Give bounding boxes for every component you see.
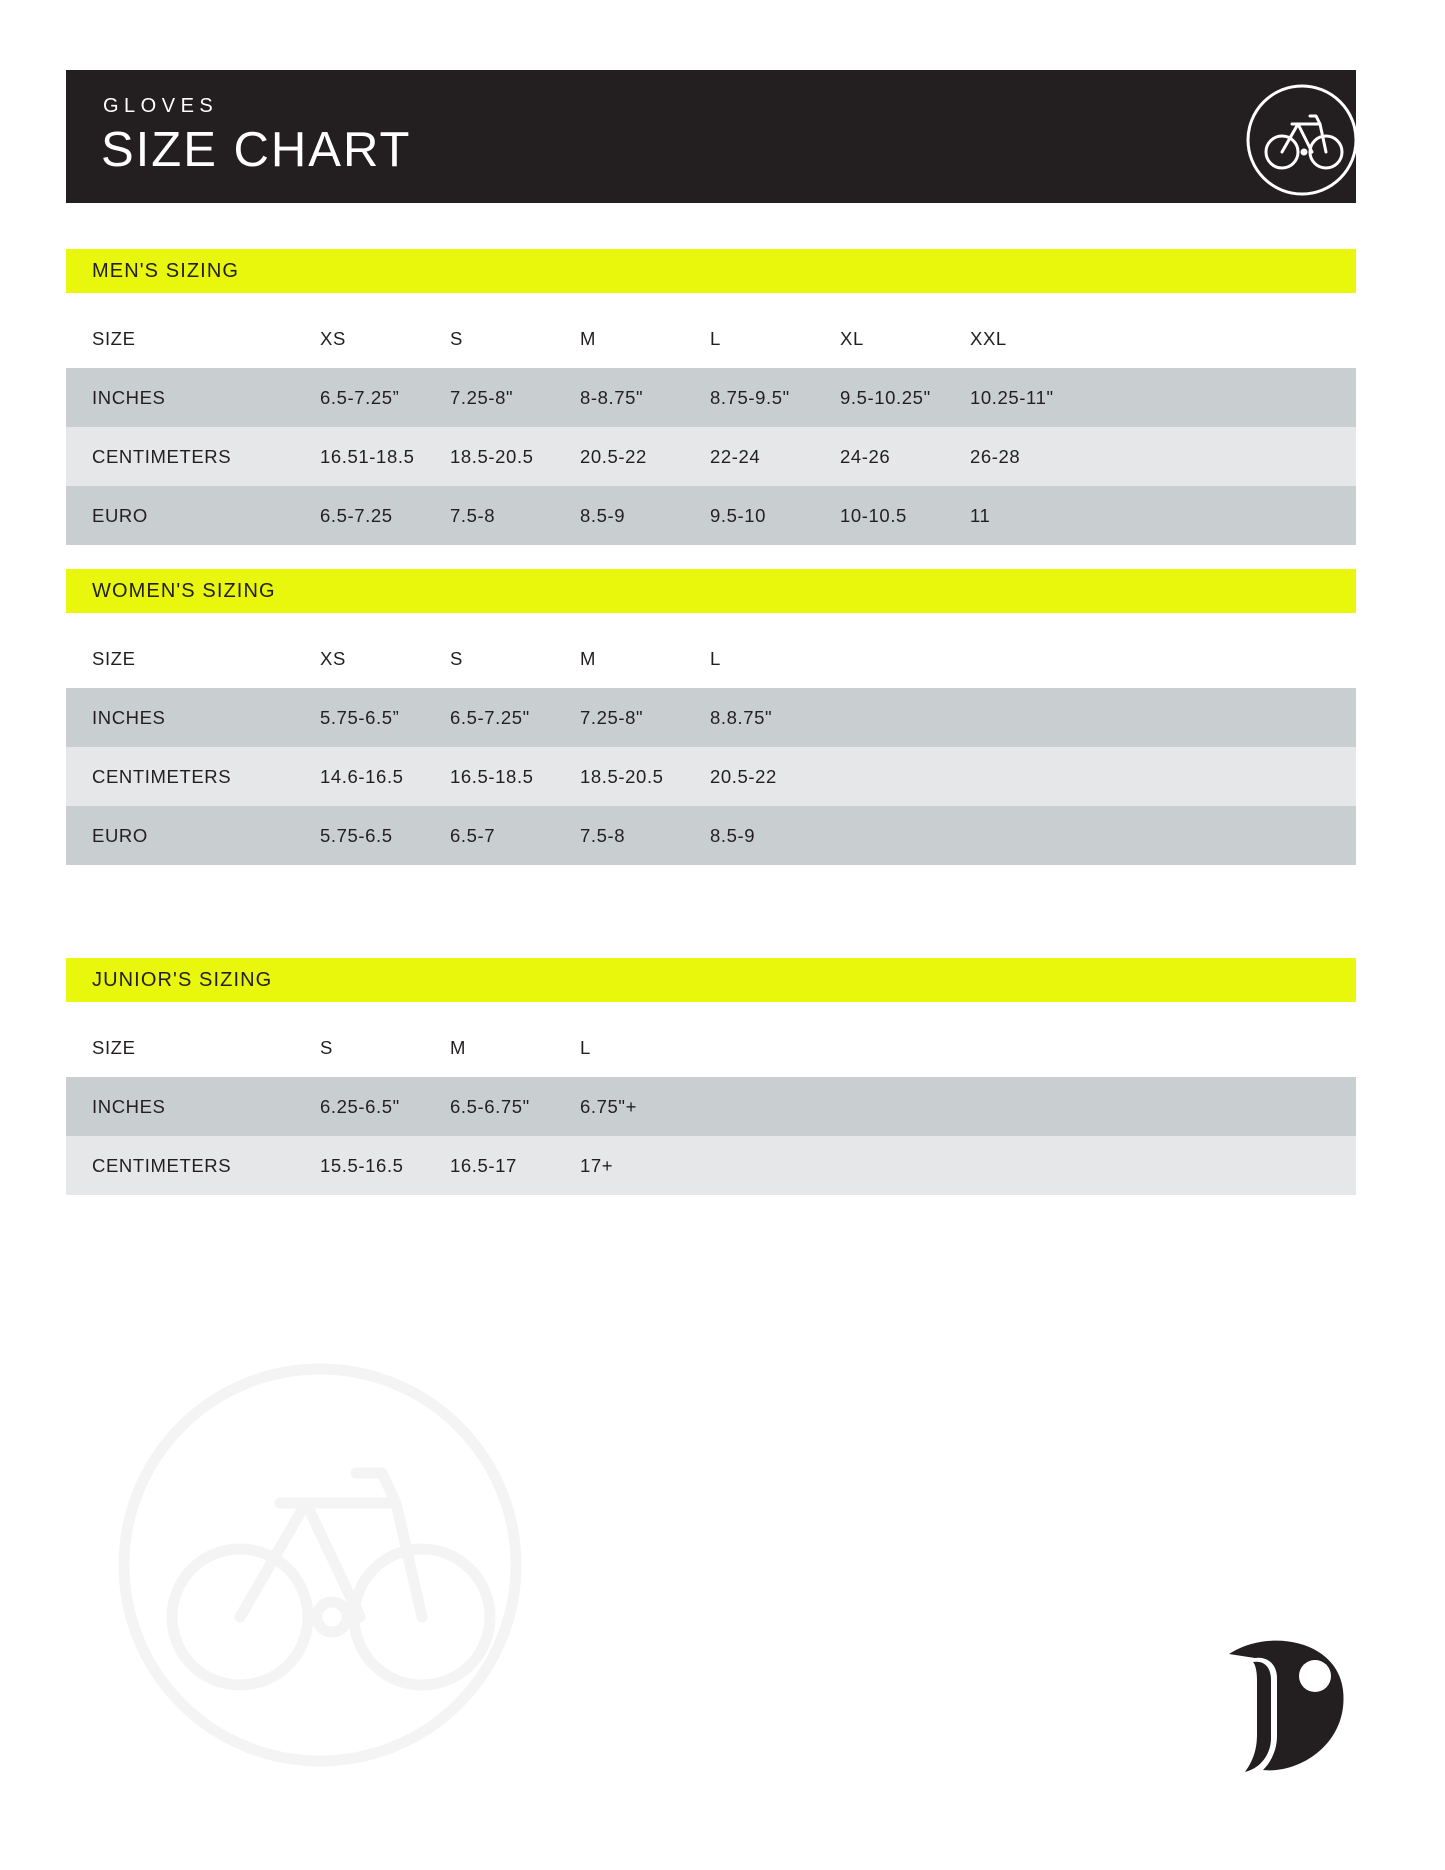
column-header: L	[710, 328, 721, 349]
bicycle-icon	[110, 1355, 530, 1775]
table-cell: 11	[970, 504, 991, 526]
table-cell: 14.6-16.5	[320, 765, 404, 787]
table-cell: 20.5-22	[580, 445, 647, 467]
table-cell: 20.5-22	[710, 765, 777, 787]
table-cell: 15.5-16.5	[320, 1154, 404, 1176]
table-cell: 5.75-6.5	[320, 824, 393, 846]
table-cell: 6.5-7.25	[320, 504, 393, 526]
column-header: S	[320, 1037, 333, 1058]
header-eyebrow: GLOVES	[103, 95, 219, 117]
column-header: XL	[840, 328, 864, 349]
table-header-row	[66, 1019, 1356, 1077]
table-cell: 16.51-18.5	[320, 445, 415, 467]
column-header: M	[580, 328, 597, 349]
table-cell: 6.25-6.5"	[320, 1095, 400, 1117]
section-band-womens	[66, 569, 1356, 613]
table-cell: 7.5-8	[450, 504, 496, 526]
bicycle-icon	[1242, 80, 1356, 200]
column-header: S	[450, 328, 463, 349]
table-cell: 6.5-6.75"	[450, 1095, 530, 1117]
table-cell: 9.5-10.25"	[840, 386, 931, 408]
column-header: SIZE	[92, 648, 136, 669]
table-header-row	[66, 310, 1356, 368]
table-cell: 8.5-9	[580, 504, 626, 526]
table-row	[66, 1136, 1356, 1195]
table-row	[66, 806, 1356, 865]
column-header: L	[710, 648, 721, 669]
row-label: EURO	[92, 824, 148, 846]
section-title-mens: MEN'S SIZING	[92, 260, 240, 282]
table-row	[66, 1077, 1356, 1136]
row-label: INCHES	[92, 1095, 166, 1117]
table-cell: 6.75"+	[580, 1095, 637, 1117]
table-cell: 22-24	[710, 445, 761, 467]
table-cell: 16.5-17	[450, 1154, 517, 1176]
table-cell: 7.5-8	[580, 824, 626, 846]
pearl-izumi-logo	[1197, 1618, 1357, 1778]
column-header: M	[450, 1037, 467, 1058]
row-label: CENTIMETERS	[92, 1154, 232, 1176]
table-header-row	[66, 630, 1356, 688]
table-womens-sizing	[66, 630, 1356, 865]
row-label: INCHES	[92, 706, 166, 728]
table-cell: 8.8.75"	[710, 706, 773, 728]
section-band-mens	[66, 249, 1356, 293]
table-cell: 18.5-20.5	[450, 445, 534, 467]
table-row	[66, 427, 1356, 486]
table-cell: 8-8.75"	[580, 386, 644, 408]
table-cell: 6.5-7	[450, 824, 496, 846]
table-row	[66, 486, 1356, 545]
table-row	[66, 368, 1356, 427]
table-cell: 17+	[580, 1154, 614, 1176]
row-label: INCHES	[92, 386, 166, 408]
column-header: L	[580, 1037, 591, 1058]
table-cell: 7.25-8"	[450, 386, 514, 408]
table-cell: 5.75-6.5”	[320, 706, 400, 728]
document-header	[66, 70, 1356, 203]
column-header: XXL	[970, 328, 1007, 349]
table-cell: 7.25-8"	[580, 706, 644, 728]
section-title-womens: WOMEN'S SIZING	[92, 580, 276, 602]
page-title: SIZE CHART	[101, 123, 412, 177]
table-row	[66, 688, 1356, 747]
row-label: EURO	[92, 504, 148, 526]
table-mens-sizing	[66, 310, 1356, 545]
table-row	[66, 747, 1356, 806]
table-cell: 10.25-11"	[970, 386, 1054, 408]
column-header: XS	[320, 648, 346, 669]
table-cell: 18.5-20.5	[580, 765, 664, 787]
table-cell: 6.5-7.25”	[320, 386, 400, 408]
section-title-juniors: JUNIOR'S SIZING	[92, 969, 273, 991]
table-cell: 9.5-10	[710, 504, 767, 526]
table-cell: 24-26	[840, 445, 891, 467]
section-band-juniors	[66, 958, 1356, 1002]
table-cell: 6.5-7.25"	[450, 706, 530, 728]
table-cell: 8.5-9	[710, 824, 756, 846]
table-cell: 16.5-18.5	[450, 765, 534, 787]
column-header: M	[580, 648, 597, 669]
table-cell: 10-10.5	[840, 504, 907, 526]
column-header: SIZE	[92, 328, 136, 349]
table-cell: 26-28	[970, 445, 1021, 467]
table-juniors-sizing	[66, 1019, 1356, 1195]
table-cell: 8.75-9.5"	[710, 386, 790, 408]
column-header: SIZE	[92, 1037, 136, 1058]
column-header: XS	[320, 328, 346, 349]
row-label: CENTIMETERS	[92, 765, 232, 787]
column-header: S	[450, 648, 463, 669]
row-label: CENTIMETERS	[92, 445, 232, 467]
